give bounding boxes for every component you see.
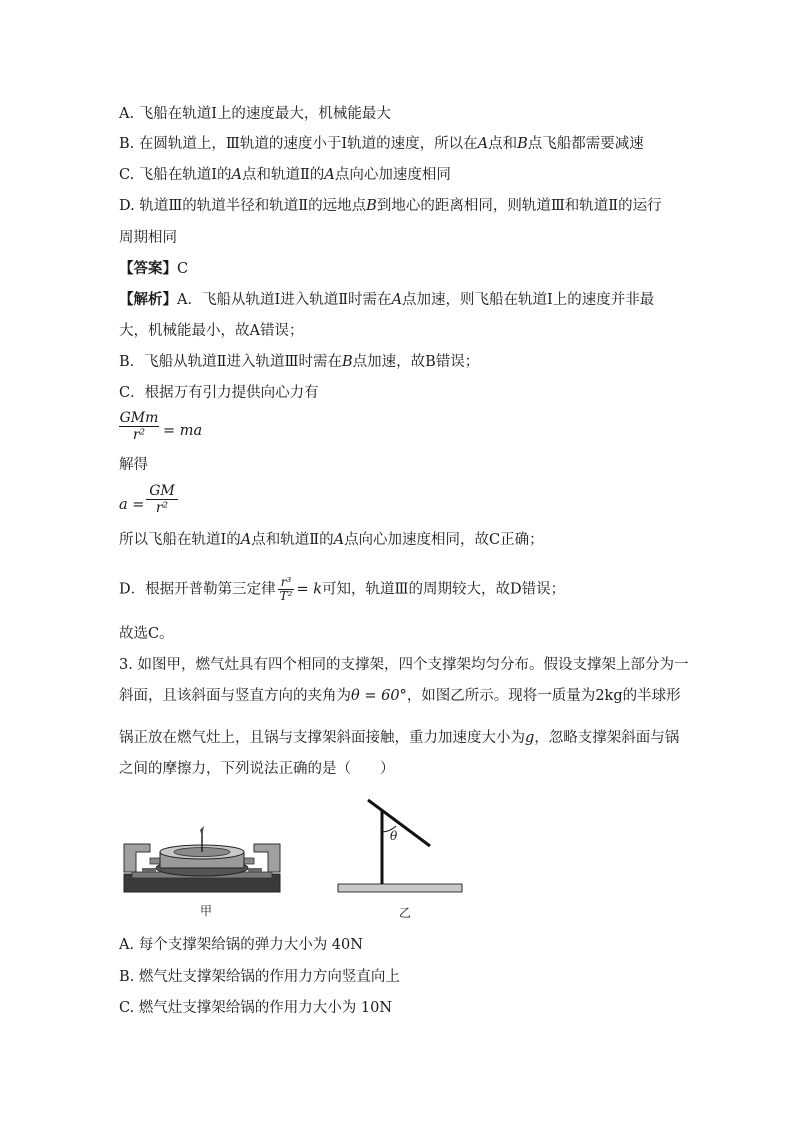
stove-figure xyxy=(122,800,284,896)
q3-option-a: A. 每个支撑架给锅的弹力大小为 40N xyxy=(119,937,363,953)
equation-gravity: GMm r² xyxy=(119,410,159,443)
analysis-line-6: 所以飞船在轨道Ⅰ的A点和轨道Ⅱ的A点向心加速度相同，故C正确； xyxy=(119,532,544,548)
option-d: D. 轨道Ⅲ的轨道半径和轨道Ⅱ的远地点B到地心的距离相同，则轨道Ⅲ和轨道Ⅱ的运行 xyxy=(119,198,662,214)
analysis-line-5: 解得 xyxy=(119,457,148,473)
analysis-line-7: D．根据开普勒第三定律 $\frac{\text{r³}}{\text{T²}}$ = k可知，轨道Ⅲ的周期较大，故D错误； xyxy=(119,575,566,603)
analysis-line-3: B．飞船从轨道Ⅱ进入轨道Ⅲ时需在B点加速，故B错误； xyxy=(119,354,480,370)
kepler-fraction: $\frac{\text{r³}}{\text{T²}}$ xyxy=(279,575,293,603)
equation-gravity-rhs: = ma xyxy=(163,423,203,439)
question-3-line-2: 斜面，且该斜面与竖直方向的夹角为θ = 60°，如图乙所示。现将一质量为2kg的半球形 xyxy=(119,688,681,704)
figure-jia-label: 甲 xyxy=(200,904,213,918)
analysis-line-1: 【解析】A．飞船从轨道Ⅰ进入轨道Ⅱ时需在A点加速，则飞船在轨道Ⅰ上的速度并非最 xyxy=(119,291,655,308)
option-b: B. 在圆轨道上，Ⅲ轨道的速度小于Ⅰ轨道的速度，所以在A点和B点飞船都需要减速 xyxy=(119,136,644,152)
option-a: A. 飞船在轨道Ⅰ上的速度最大，机械能最大 xyxy=(119,106,391,122)
question-3-line-1: 3. 如图甲，燃气灶具有四个相同的支撑架，四个支撑架均匀分布。假设支撑架上部分为一 xyxy=(119,657,689,673)
analysis-line-8: 故选C。 xyxy=(119,626,174,642)
q3-option-c: C. 燃气灶支撑架给锅的作用力大小为 10N xyxy=(119,1000,393,1016)
analysis-line-2: 大，机械能最小，故A错误； xyxy=(119,323,304,339)
incline-figure xyxy=(336,796,466,896)
analysis-line-4: C．根据万有引力提供向心力有 xyxy=(119,385,319,401)
theta-label: θ xyxy=(390,829,398,843)
equation-accel: GM r² xyxy=(146,483,178,516)
option-c: C. 飞船在轨道Ⅰ的A点和轨道Ⅱ的A点向心加速度相同 xyxy=(119,167,451,183)
equation-accel-lhs: a = xyxy=(119,497,145,513)
q3-option-b: B. 燃气灶支撑架给锅的作用力方向竖直向上 xyxy=(119,969,400,985)
question-3-line-3: 锅正放在燃气灶上，且锅与支撑架斜面接触，重力加速度大小为g，忽略支撑架斜面与锅 xyxy=(119,730,680,746)
figure-yi-label: 乙 xyxy=(399,906,412,920)
option-d-cont: 周期相同 xyxy=(119,230,177,246)
question-3-line-4: 之间的摩擦力，下列说法正确的是（ ） xyxy=(119,761,395,777)
answer: 【答案】C xyxy=(119,260,189,277)
